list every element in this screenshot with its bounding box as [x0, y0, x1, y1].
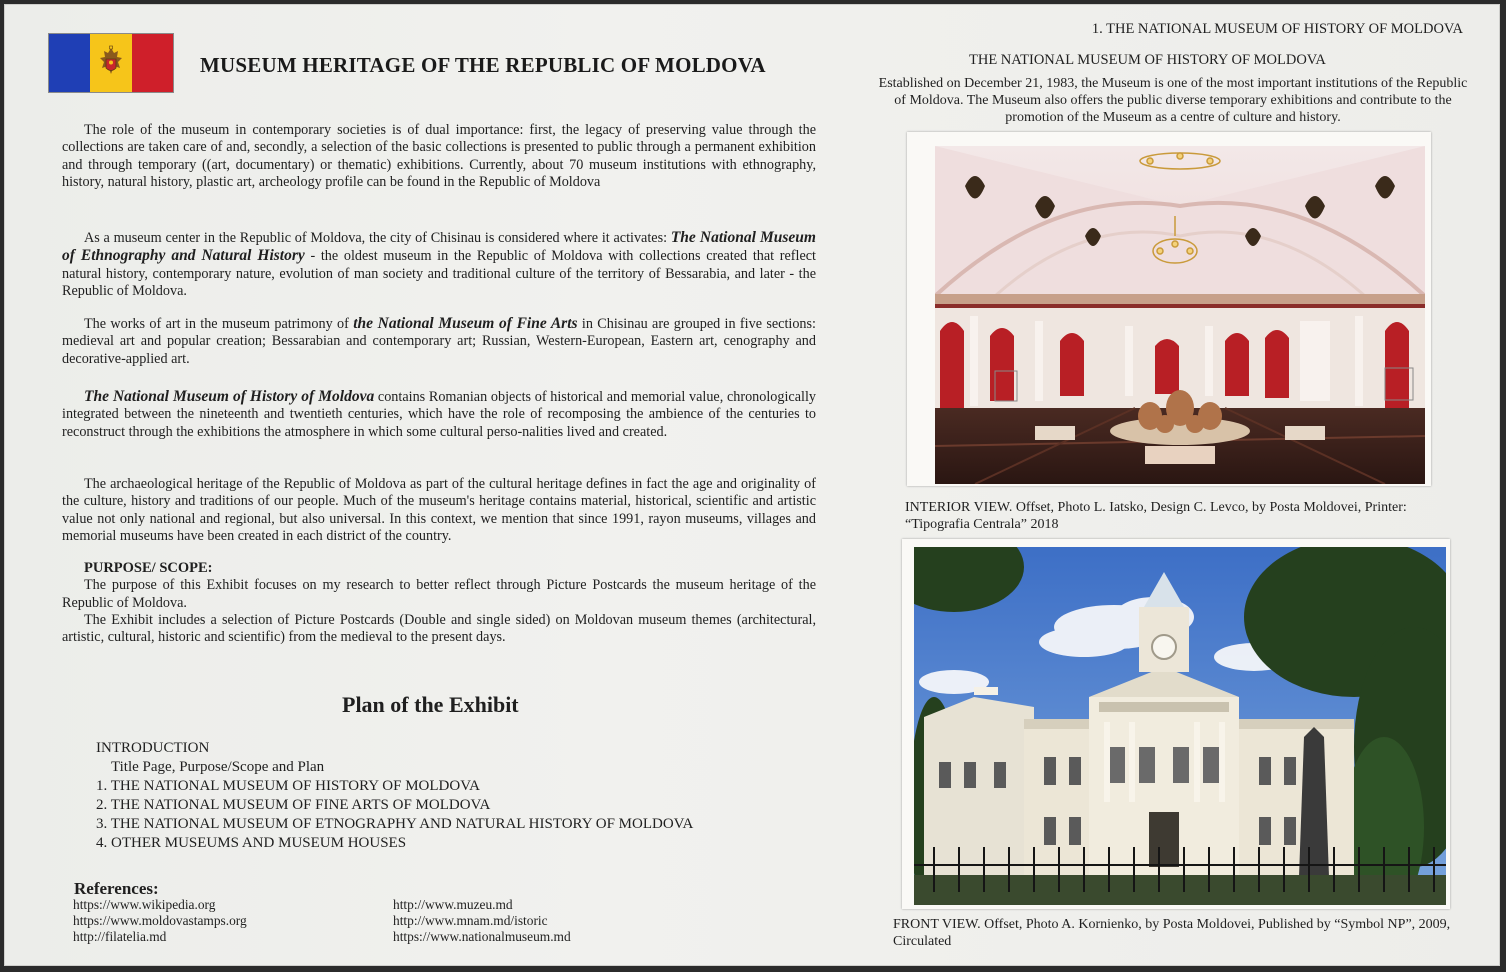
paragraph-role-of-museum: [62, 122, 816, 191]
plan-intro: INTRODUCTION: [96, 740, 210, 756]
reference-link[interactable]: http://www.mnam.md/istoric: [393, 913, 548, 929]
plan-intro-sub: Title Page, Purpose/Scope and Plan: [111, 759, 325, 775]
paragraph-chisinau-center: [62, 229, 816, 300]
museum-description: Established on December 21, 1983, the Museum is one of the most important institutions of the Republic of Moldova. The Museum also offers the public diverse temporary exhibitions and contribute to the promotion of the Museum as a centre of culture and history.: [878, 76, 1468, 126]
purpose-line-1: [62, 577, 816, 612]
museum-name-history: The National Museum of History of Moldova: [84, 388, 375, 405]
paragraph-text: The works of art in the museum patrimony of: [84, 316, 354, 332]
exhibit-page: [4, 4, 1500, 966]
paragraph-fine-arts: [62, 315, 816, 368]
reference-link[interactable]: https://www.moldovastamps.org: [73, 913, 247, 929]
references-right-list: [393, 897, 571, 946]
moldova-coat-of-arms-icon: [96, 44, 126, 82]
paragraph-text: - the oldest museum in the Republic of Moldova with collections created that reflect natural history, contemporary nature, evolution of man society and traditional culture of the territory of Bessarabia, and later - the Republic of Moldova.: [62, 248, 816, 299]
flag-blue-band: [49, 34, 90, 92]
plan-item: 4. OTHER MUSEUMS AND MUSEUM HOUSES: [96, 835, 407, 851]
flag-yellow-band: [90, 34, 131, 92]
section-label: 1. THE NATIONAL MUSEUM OF HISTORY OF MOLDOVA: [1091, 21, 1463, 37]
front-facade-photo: [914, 547, 1446, 905]
plan-item: 2. THE NATIONAL MUSEUM OF FINE ARTS OF MOLDOVA: [96, 797, 491, 813]
paragraph-text: in Chisinau are grouped in five sections: medieval art and popular creation; Bessarabian and contemporary art; Russian, Western-European, Eastern art, cenography and decorative-applied art.: [62, 316, 816, 367]
museum-name-fine-arts: the National Museum of Fine Arts: [353, 315, 578, 332]
page-title: MUSEUM HERITAGE OF THE REPUBLIC OF MOLDOVA: [200, 53, 766, 77]
museum-name-ethnography: The National Museum of Ethnography and Natural History: [62, 229, 816, 265]
purpose-line-2: [62, 612, 816, 647]
museum-heading: THE NATIONAL MUSEUM OF HISTORY OF MOLDOVA: [969, 52, 1326, 68]
caption-front: FRONT VIEW. Offset, Photo A. Kornienko, by Posta Moldovei, Published by “Symbol NP”, 2009, Circulated: [893, 917, 1451, 949]
postcard-front: [902, 539, 1450, 909]
references-left-list: [73, 897, 247, 946]
paragraph-text: The archaeological heritage of the Republic of Moldova as part of the cultural heritage defines in fact the age and originality of the culture, history and traditions of our people. Much of the museum's heritage contains material, historical, scientific and artistic value not only national and regional, but also universal. In this context, we mention that since 1991, rayon museums, villages and memorial museums have been created in each district of the country.: [62, 476, 816, 544]
paragraph-text: The role of the museum in contemporary societies is of dual importance: first, the legacy of preserving value through the collections are taken care of and, secondly, a selection of the basic collections is presented to public through a permanent exhibition and through temporary ((art, documentary) or thematic) exhibitions. Currently, about 70 museum institutions with ethnography, history, natural history, plastic art, archeology profile can be found in the Republic of Moldova: [62, 122, 816, 190]
reference-link[interactable]: https://www.nationalmuseum.md: [393, 929, 571, 945]
purpose-section: [62, 560, 816, 646]
flag-red-band: [132, 34, 173, 92]
paragraph-text: As a museum center in the Republic of Moldova, the city of Chisinau is considered where it activates:: [84, 230, 671, 246]
paragraph-text: contains Romanian objects of historical and memorial value, chronologically integrated between the nineteenth and twentieth centuries, which have the role of recomposing the ambience of the centuries to reconstruct through the exhibitions the atmosphere in which some cultural perso-nalities lived and created.: [62, 389, 816, 440]
reference-link[interactable]: http://filatelia.md: [73, 929, 167, 945]
purpose-heading: PURPOSE/ SCOPE:: [84, 560, 213, 576]
reference-link[interactable]: http://www.muzeu.md: [393, 897, 513, 912]
caption-interior: INTERIOR VIEW. Offset, Photo L. Iatsko, Design C. Levco, by Posta Moldovei, Printer: “Tipografia Centrala” 2018: [905, 500, 1407, 532]
references-title: References:: [74, 879, 159, 898]
plan-item: 3. THE NATIONAL MUSEUM OF ETNOGRAPHY AND NATURAL HISTORY OF MOLDOVA: [96, 816, 694, 832]
plan-list: [96, 739, 693, 853]
paragraph-archaeological-heritage: [62, 476, 816, 545]
paragraph-history-museum: [62, 388, 816, 441]
plan-item: 1. THE NATIONAL MUSEUM OF HISTORY OF MOLDOVA: [96, 778, 480, 794]
moldova-flag: [49, 34, 173, 92]
plan-title: Plan of the Exhibit: [342, 692, 519, 717]
interior-hall-photo: [935, 146, 1425, 484]
reference-link[interactable]: https://www.wikipedia.org: [73, 897, 216, 912]
purpose-text: The purpose of this Exhibit focuses on my research to better reflect through Picture Postcards the museum heritage of the Republic of Moldova.: [62, 577, 816, 611]
postcard-interior: [907, 132, 1431, 486]
purpose-text: The Exhibit includes a selection of Picture Postcards (Double and single sided) on Moldovan museum themes (architectural, artistic, cultural, historic and scientific) from the medieval to the present days.: [62, 611, 816, 646]
